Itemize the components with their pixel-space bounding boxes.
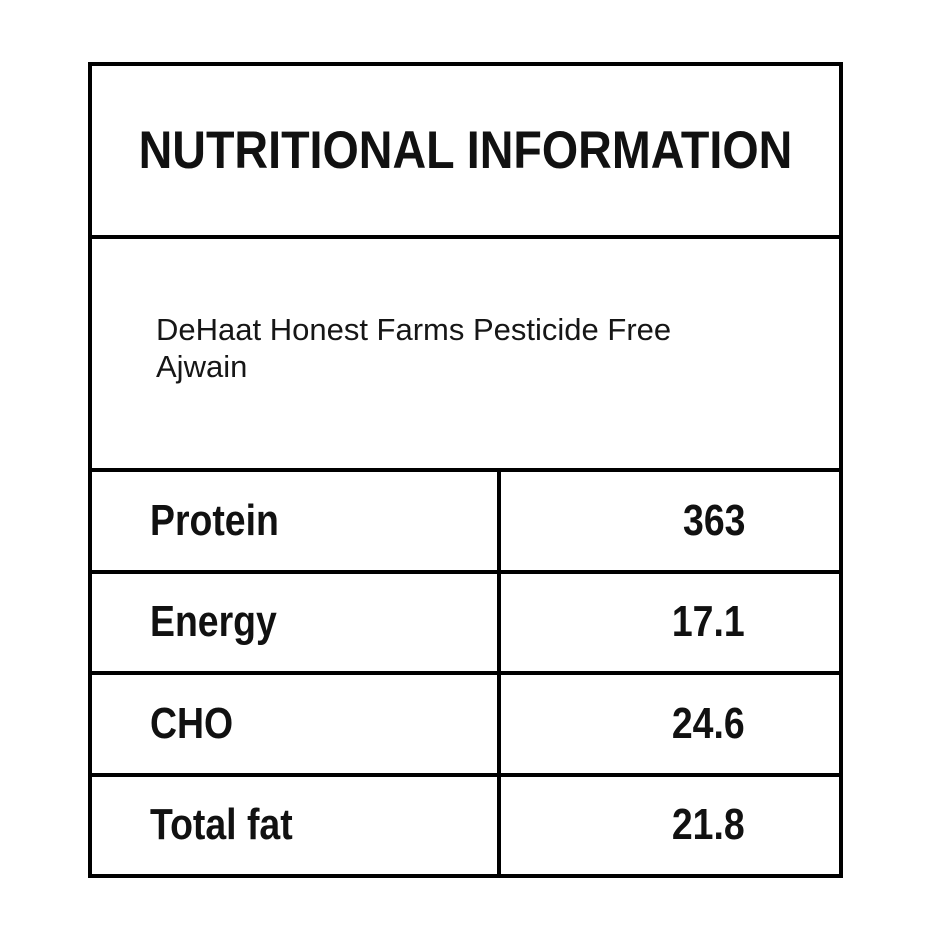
product-description	[156, 311, 799, 385]
product-description-line: Ajwain	[156, 348, 248, 384]
nutrient-value: 21.8	[672, 800, 745, 850]
nutrient-name-cell	[92, 472, 501, 570]
table-row	[92, 574, 839, 676]
nutrient-value-cell	[501, 574, 839, 672]
page-title: NUTRITIONAL INFORMATION	[138, 121, 793, 180]
table-row	[92, 675, 839, 777]
nutrient-value: 17.1	[672, 597, 745, 647]
nutrition-label	[88, 62, 843, 878]
nutrient-name-cell	[92, 675, 501, 773]
nutrient-name-cell	[92, 574, 501, 672]
nutrient-name-cell	[92, 777, 501, 875]
product-description-line: DeHaat Honest Farms Pesticide Free	[156, 311, 672, 347]
nutrient-name: Protein	[150, 495, 279, 545]
nutrient-value-cell	[501, 777, 839, 875]
table-row	[92, 472, 839, 574]
table-row	[92, 777, 839, 875]
nutrition-label-header	[92, 66, 839, 239]
product-description-section	[92, 239, 839, 472]
nutrient-value: 363	[682, 495, 745, 545]
nutrient-name: CHO	[150, 698, 234, 748]
nutrient-name: Total fat	[150, 800, 293, 850]
nutrient-value-cell	[501, 472, 839, 570]
nutrient-name: Energy	[150, 597, 277, 647]
nutrient-value: 24.6	[672, 698, 745, 748]
nutrient-value-cell	[501, 675, 839, 773]
